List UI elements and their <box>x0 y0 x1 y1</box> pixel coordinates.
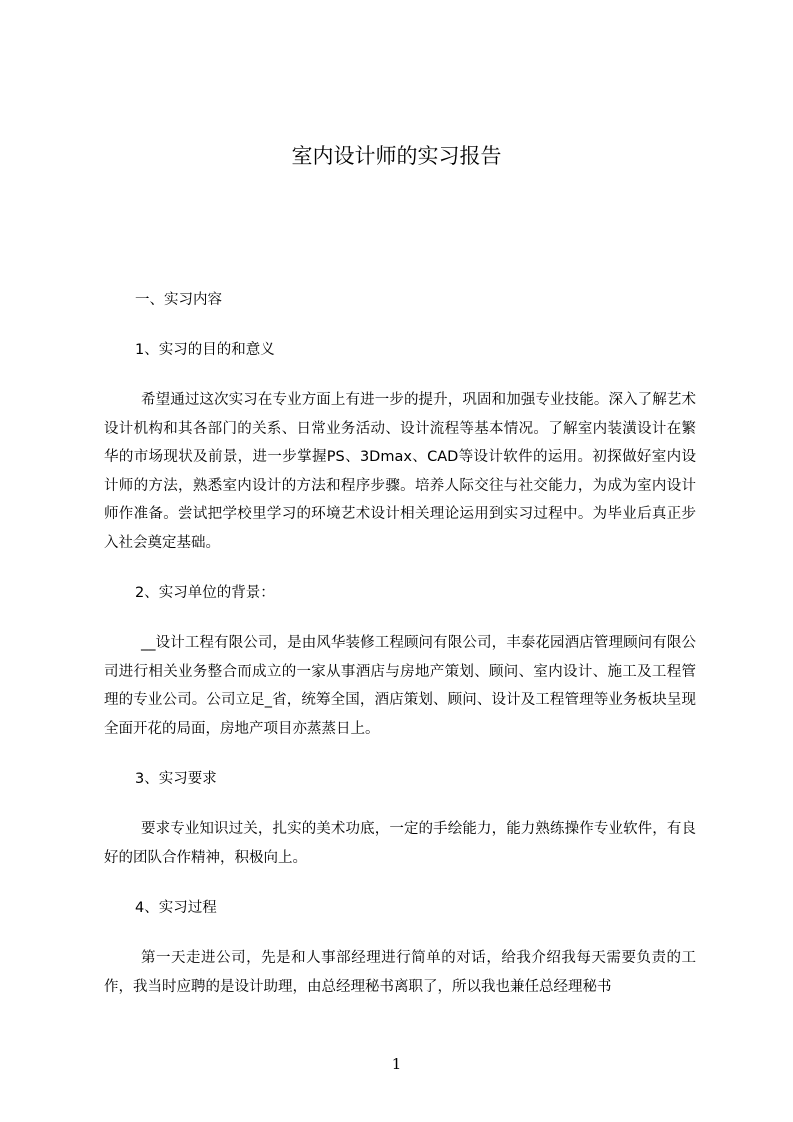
paragraph-process: 第一天走进公司，先是和人事部经理进行简单的对话，给我介绍我每天需要负责的工作，我当时应聘的是设计助理，由总经理秘书离职了，所以我也兼任总经理秘书 <box>104 950 696 995</box>
paragraph-company-background: __设计工程有限公司，是由风华装修工程顾问有限公司，丰泰花园酒店管理顾问有限公司进行相关业务整合而成立的一家从事酒店与房地产策划、顾问、室内设计、施工及工程管理的专业公司。公司立足_省，统筹全国，酒店策划、顾问、设计及工程管理等业务板块呈现全面开花的局面，房地产项目亦蒸蒸日上。 <box>104 635 696 737</box>
section-heading-purpose: 1、实习的目的和意义 <box>135 342 275 358</box>
page-number: 1 <box>391 1055 402 1073</box>
section-heading-requirements: 3、实习要求 <box>135 771 217 787</box>
paragraph-purpose: 希望通过这次实习在专业方面上有进一步的提升，巩固和加强专业技能。深入了解艺术设计机构和其各部门的关系、日常业务活动、设计流程等基本情况。了解室内装潢设计在繁华的市场现状及前景，进一步掌握PS、3Dmax、CAD等设计软件的运用。初探做好室内设计师的方法，熟悉室内设计的方法和程序步骤。培养人际交往与社交能力，为成为室内设计师作准备。尝试把学校里学习的环境艺术设计相关理论运用到实习过程中。为毕业后真正步入社会奠定基础。 <box>104 392 696 551</box>
section-heading-company-background: 2、实习单位的背景： <box>135 585 275 601</box>
section-heading-process: 4、实习过程 <box>135 900 217 916</box>
document-title: 室内设计师的实习报告 <box>291 144 502 168</box>
section-heading-internship-content: 一、实习内容 <box>135 292 222 308</box>
paragraph-requirements: 要求专业知识过关，扎实的美术功底，一定的手绘能力，能力熟练操作专业软件，有良好的团队合作精神，积极向上。 <box>104 821 696 866</box>
document-body <box>104 286 696 1023</box>
